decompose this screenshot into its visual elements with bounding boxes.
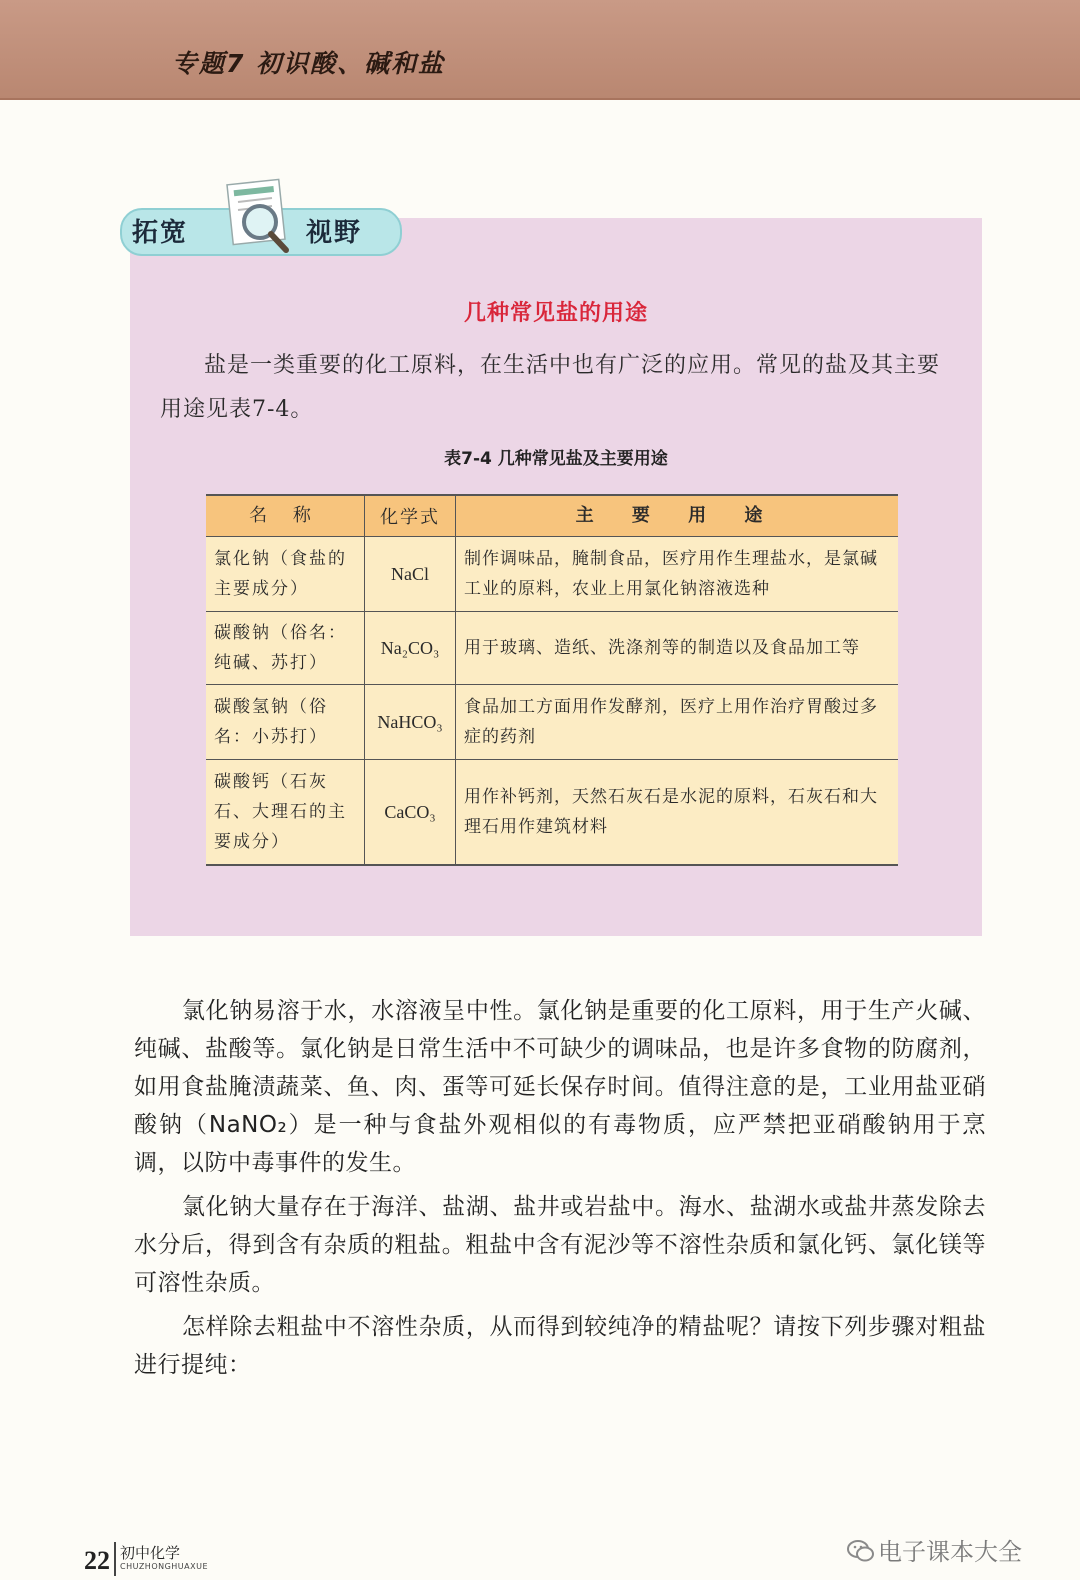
body-paragraph: 氯化钠易溶于水，水溶液呈中性。氯化钠是重要的化工原料，用于生产火碱、纯碱、盐酸等。氯化钠是日常生活中不可缺少的调味品，也是许多食物的防腐剂，如用食盐腌渍蔬菜、鱼、肉、蛋等可延长保存时间。值得注意的是，工业用盐亚硝酸钠（NaNO₂）是一种与食盐外观相似的有毒物质，应严禁把亚硝酸钠用于烹调，以防中毒事件的发生。: [134, 998, 986, 1176]
salt-name: 碳酸钙（石灰石、大理石的主要成分）: [206, 760, 365, 866]
salt-use: 用作补钙剂，天然石灰石是水泥的原料，石灰石和大理石用作建筑材料: [456, 760, 899, 866]
body-paragraph: 怎样除去粗盐中不溶性杂质，从而得到较纯净的精盐呢？请按下列步骤对粗盐进行提纯：: [134, 1314, 986, 1378]
intro-paragraph: 盐是一类重要的化工原料，在生活中也有广泛的应用。常见的盐及其主要用途见表7-4。: [160, 353, 941, 422]
watermark: [846, 1532, 1022, 1567]
salt-use: 食品加工方面用作发酵剂，医疗上用作治疗胃酸过多症的药剂: [456, 685, 899, 760]
section-heading: 几种常见盐的用途: [463, 301, 648, 326]
header-name: 名 称: [206, 495, 365, 537]
body-text: [134, 992, 986, 1390]
salt-formula: Na₂CO₃: [365, 612, 456, 685]
salts-table: [206, 494, 898, 866]
magnifier-icon: [224, 178, 296, 256]
salt-formula: NaCl: [365, 537, 456, 612]
book-title: 初中化学: [120, 1544, 181, 1562]
table-row: [206, 612, 898, 685]
salt-name: 碳酸氢钠（俗名：小苏打）: [206, 685, 365, 760]
table-header-row: [206, 495, 898, 537]
watermark-text: 电子课本大全: [878, 1538, 1022, 1566]
salt-name: 碳酸钠（俗名：纯碱、苏打）: [206, 612, 365, 685]
badge-label-left: 拓宽: [132, 218, 189, 248]
header-band: [0, 0, 1080, 100]
body-paragraph: 氯化钠大量存在于海洋、盐湖、盐井或岩盐中。海水、盐湖水或盐井蒸发除去水分后，得到含有杂质的粗盐。粗盐中含有泥沙等不溶性杂质和氯化钙、氯化镁等可溶性杂质。: [134, 1194, 986, 1296]
footer-divider: [114, 1542, 116, 1576]
page-number: 22: [84, 1546, 110, 1575]
table-row: [206, 760, 898, 866]
table-row: [206, 685, 898, 760]
chapter-title: 专题7 初识酸、碱和盐: [172, 49, 446, 78]
table-caption: 表7-4 几种常见盐及主要用途: [444, 449, 668, 469]
salt-formula: CaCO₃: [365, 760, 456, 866]
salt-name: 氯化钠（食盐的主要成分）: [206, 537, 365, 612]
header-formula: 化学式: [365, 495, 456, 537]
table-row: [206, 537, 898, 612]
book-pinyin: CHUZHONGHUAXUE: [120, 1562, 209, 1571]
salt-use: 用于玻璃、造纸、洗涤剂等的制造以及食品加工等: [456, 612, 899, 685]
header-use: 主 要 用 途: [456, 495, 899, 537]
salt-use: 制作调味品，腌制食品，医疗用作生理盐水，是氯碱工业的原料，农业上用氯化钠溶液选种: [456, 537, 899, 612]
extension-badge: [120, 200, 400, 256]
wechat-icon: [846, 1536, 876, 1566]
badge-label-right: 视野: [306, 218, 363, 248]
salt-formula: NaHCO₃: [365, 685, 456, 760]
